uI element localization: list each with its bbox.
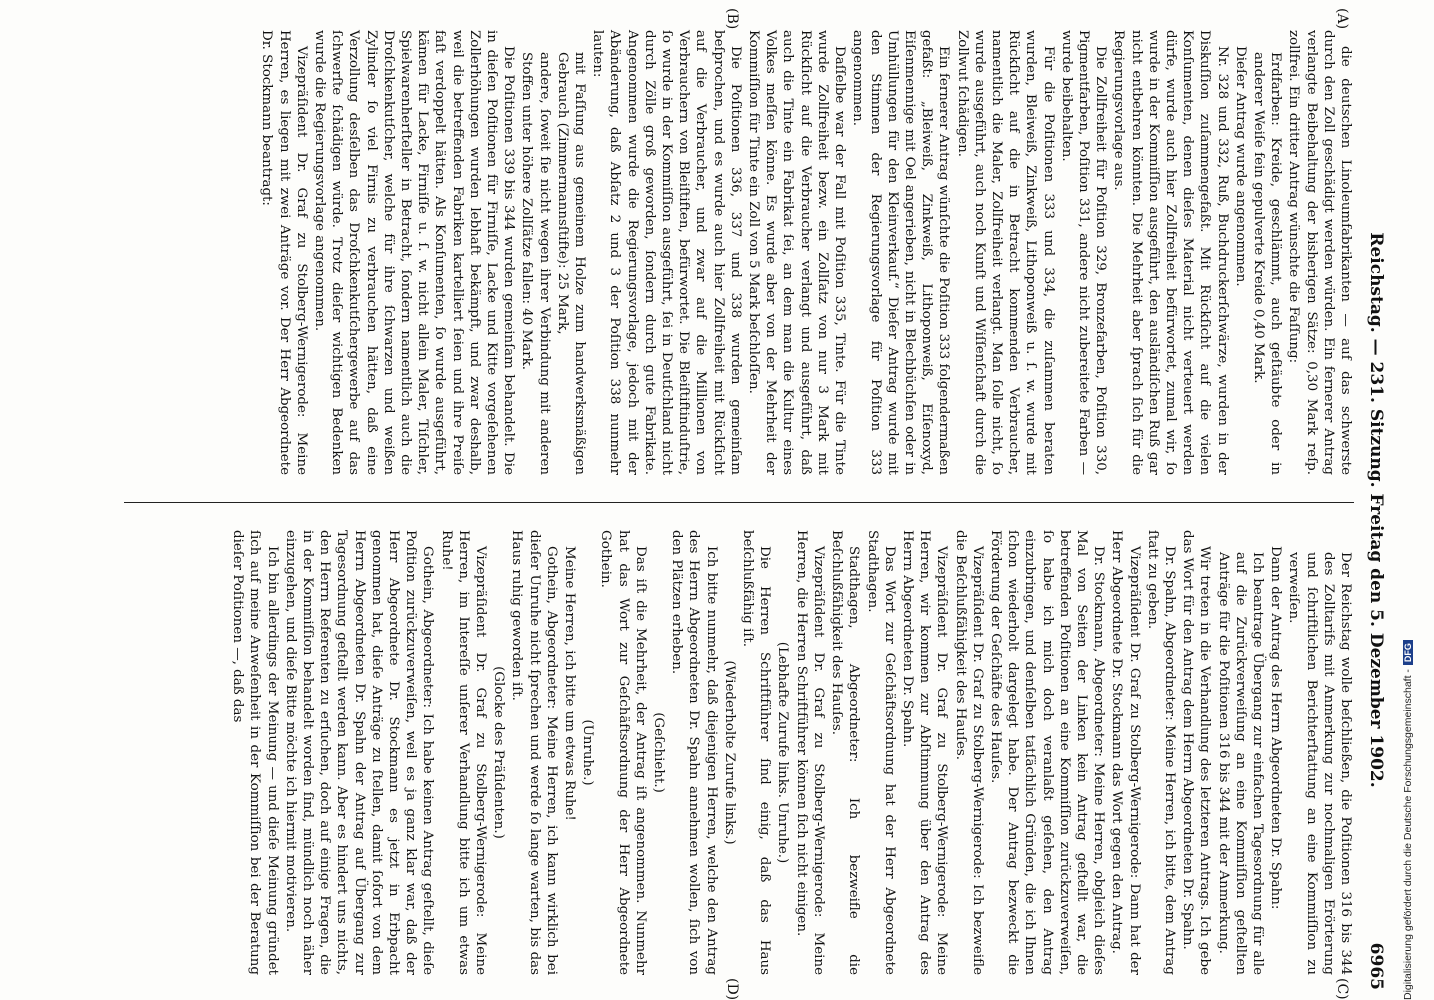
right-paragraph: (Wiederholte Zurufe links.) — [721, 660, 737, 845]
digitization-note — [1402, 640, 1414, 1000]
right-paragraph: Dann der Antrag des Herrn Abgeordneten Dr. Spahn: — [1268, 546, 1284, 910]
left-paragraph: Die Zollfreiheit für Poſition 329, Bronzefarben, Poſition 330, Pigmentfarben, Poſition 331, andere nicht zubereitete Farben — wurde beibehalten. — [1058, 30, 1109, 475]
left-paragraph: Die Poſitionen 336, 337 und 338 wurden gemeinſam beſprochen, und es wurde auch hier Zollfreiheit mit Rückſicht auf die Verbraucher, und zwar auf die Millionen von Verbrauchern von Bleiſtiften, befürwortet. Die Bleiſtiftinduſtrie, ſo wurde in der Kommiſſion ausgeführt, ſei in Deutſchland nicht durch Zölle groß geworden, ſondern durch gute Fabrikate. Angenommen wurde die Regierungsvorlage, jedoch mit der Abänderung, daß Abſatz 2 und 3 der Poſition 338 nunmehr lauten: — [590, 30, 743, 475]
dfg-logo: DFG — [1403, 640, 1413, 665]
right-paragraph: Vizepräſident Dr. Graf zu Stolberg-Wernigerode: Ich bezweifle die Beſchlußfähigkeit des Hauſes. — [952, 530, 985, 975]
left-paragraph: mit Faſſung aus gemeinem Holze zum handwerksmäßigen Gebrauch (Zimmermannsſtifte): 25 Mark, — [554, 52, 588, 475]
left-paragraph: Daſſelbe war der Fall mit Poſition 335, Tinte. Für die Tinte wurde Zollfreiheit bezw. ein Zollſatz von nur 3 Mark mit Rückſicht auf die Verbraucher verlangt und ausgeführt, daß auch die Tinte ein Fabrikat ſei, an dem man die Kultur eines Volkes meſſen könne. Es wurde aber von der Mehrheit der Kommiſſion für Tinte ein Zoll von 5 Mark beſchloſſen. — [746, 30, 848, 475]
left-paragraph: Erdfarben: Kreide, geschlämmt, auch geſtäubte oder in anderer Weiſe fein gepulverte Kreide 0,40 Mark. — [1250, 52, 1284, 475]
right-paragraph: Vizepräſident Dr. Graf zu Stolberg-Wernigerode: Meine Herren, im Intereſſe unſerer Verhandlung bitte ich um etwas Ruhe! — [438, 530, 489, 975]
right-paragraph: Vizepräſident Dr. Graf zu Stolberg-Wernigerode: Meine Herren, wir kommen zur Abſtimmung über den Antrag des Herrn Abgeordneten Dr. Spahn. — [899, 530, 950, 975]
right-paragraph: Vizepräſident Dr. Graf zu Stolberg-Wernigerode: Meine Herren, die Herren Schriftführer können ſich nicht einigen. — [793, 530, 826, 975]
left-paragraph: die deutschen Linoleumfabrikanten — auf das schwerste durch den Zoll geschädigt werden würden. Ein fernerer Antrag verlangte Beibehaltung der bisherigen Sätze: 0,30 Mark reſp. zollfrei. Ein dritter Antrag wünschte die Faſſung: — [1286, 30, 1353, 475]
margin-marker-a: (A) — [1334, 8, 1350, 30]
right-paragraph: Das Wort zur Geſchäftsordnung hat der Herr Abgeordnete Stadthagen. — [864, 530, 897, 975]
right-paragraph: (Geſchieht.) — [651, 712, 667, 793]
right-paragraph: (Glocke des Präſidenten.) — [491, 666, 507, 839]
left-paragraph: Für die Poſitionen 333 und 334, die zuſammen beraten wurden, Bleiweiß, Zinkweiß, Lithoponweiß u. ſ. w. wurde mit Rückſicht auf die in Betracht kommenden Verbraucher, namentlich die Maler, Zollfreiheit verlangt. Man ſolle nicht, ſo wurde ausgeführt, auch noch Kunſt und Wiſſenſchaft durch die Zollwut ſchädigen. — [954, 30, 1056, 475]
left-paragraph: Dieſer Antrag wurde angenommen. — [1232, 46, 1248, 287]
right-paragraph: Ich beantrage Übergang zur einfachen Tagesordnung für alle auf die Zurückverweiſung an eine Kommiſſion geſtellten Anträge für die Poſitionen 316 bis 344 mit der Anmerkung. — [1215, 552, 1265, 975]
right-paragraph: Stadthagen, Abgeordneter: Ich bezweifle die Beſchlußfähigkeit des Hauſes. — [829, 530, 862, 975]
page-number: 6965 — [1366, 942, 1386, 990]
right-paragraph: Ich bin allerdings der Meinung — und dieſe Meinung gründet ſich auf meine Anweſenheit in der Kommiſſion bei der Beratung dieſer Poſitionen —, daß das — [230, 530, 280, 975]
right-paragraph: Meine Herren, ich bitte um etwas Ruhe! — [562, 546, 578, 821]
running-title: Reichstag. — 231. Sitzung. Freitag den 5. Dezember 1902. — [1366, 232, 1386, 788]
page-header — [1360, 30, 1390, 990]
right-paragraph: (Lebhafte Zurufe links. Unruhe.) — [775, 641, 791, 864]
column-divider — [124, 502, 1354, 503]
right-paragraph: (Unruhe.) — [580, 719, 596, 786]
right-paragraph: Das iſt die Mehrheit, der Antrag iſt angenommen. Nunmehr hat das Wort zur Geſchäftsordnung der Herr Abgeordnete Gothein. — [598, 530, 648, 975]
right-paragraph: Dr. Spahn, Abgeordneter: Meine Herren, ich bitte, dem Antrag ſtatt zu geben. — [1144, 530, 1177, 975]
right-paragraph: Vizepräſident Dr. Graf zu Stolberg-Wernigerode: Dann hat der Herr Abgeordnete Dr. Stockmann das Wort gegen den Antrag. — [1109, 530, 1142, 975]
margin-marker-b: (B) — [724, 8, 740, 30]
left-paragraph: andere, ſoweit ſie nicht wegen ihrer Verbindung mit anderen Stoffen unter höhere Zollſätze fallen: 40 Mark. — [519, 52, 552, 475]
right-column — [228, 530, 1354, 975]
left-paragraph: Nr. 328 und 332, Ruß, Buchdruckerſchwärze, wurden in der Diskuſſion zuſammengefaßt. Mit Rückſicht auf die vielen Konſumenten, denen dieſes Material nicht verteuert werden dürfe, wurde auch hier Zollfreiheit befürwortet, zumal wir, ſo wurde in der Kommiſſion ausgeführt, den ausländiſchen Ruß gar nicht entbehren könnten. Die Mehrheit aber ſprach ſich für die Regierungsvorlage aus. — [1111, 30, 1230, 475]
left-paragraph: Vizepräſident Dr. Graf zu Stolberg-Wernigerode: Meine Herren, es liegen mit zwei Anträge vor. Der Herr Abgeordnete Dr. Stockmann beantragt: — [259, 30, 309, 475]
rotated-page-content — [60, 8, 1390, 1000]
right-paragraph: Dr. Stockmann, Abgeordneter: Meine Herren, obgleich dieſes Mal von Seiten der Linken kein Antrag geſtellt war, die betreffenden Poſitionen an eine Kommiſſion zurückzuverweiſen, ſo habe ich mich doch veranlaßt geſehen, den Antrag einzubringen, und denſelben tatſächlich Gründen, die ich Ihnen ſchon wiederholt dargelegt habe. Der Antrag bezweckt die Förderung der Geſchäfte des Hauſes. — [987, 530, 1107, 975]
right-paragraph: Der Reichstag wolle beſchließen, die Poſitionen 316 bis 344 des Zolltarifs mit Anmerkung zur nochmaligen Erörterung und ſchriftlichen Berichterſtattung an eine Kommiſſion zu verweiſen. — [1286, 552, 1353, 975]
right-paragraph: Ich bitte nunmehr, daß diejenigen Herren, welche den Antrag des Herrn Abgeordneten Dr. Spahn annehmen wollen, ſich von den Plätzen erheben. — [669, 530, 719, 975]
left-paragraph: Ein fernerer Antrag wünſchte die Poſition 333 folgendermaßen gefaßt: „Bleiweiß, Zinkweiß, Lithoponweiß, Eiſenoxyd, Eiſenmennige mit Oel angerieben, nicht in Blechbüchſen oder in Umhüllungen für den Kleinverkauf.“ Dieſer Antrag wurde mit den Stimmen der Regierungsvorlage für Poſition 333 angenommen. — [850, 30, 952, 475]
margin-marker-c: (C) — [1334, 978, 1350, 1000]
right-paragraph: Die Herren Schriftführer ſind einig, daß das Haus beſchlußfähig iſt. — [740, 530, 773, 975]
right-paragraph: Wir treten in die Verhandlung des letzteren Antrags. Ich gebe das Wort für den Antrag dem Herrn Abgeordneten Dr. Spahn. — [1180, 530, 1213, 975]
digitization-text: Digitalisierung gefördert durch die Deutsche Forschungsgemeinschaft - — [1402, 669, 1414, 1000]
margin-marker-d: (D) — [724, 978, 740, 1000]
left-paragraph: Die Poſitionen 339 bis 344 wurden gemeinſam behandelt. Die in dieſen Poſitionen für Firniſſe, Lacke und Kitte vorgeſehenen Zollerhöhungen wurden lebhaft bekämpft, und zwar deshalb, weil die betreffenden Fabriken kartelliert ſeien und ihre Preiſe faſt verdoppelt hätten. Als Konſumenten, ſo wurde ausgeführt, kämen für Lacke, Firniſſe u. ſ. w. nicht allein Maler, Tiſchler, Spielwarenherſteller in Betracht, ſondern namentlich auch die Droſchkenkutſcher, welche für ihre ſchwarzen und weißen Zylinder ſo viel Firnis zu verbrauchen hätten, daß eine Verzollung desſelben das Droſchkenkutſchergewerbe auf das ſchwerſte ſchädigen würde. Trotz dieſer wichtigen Bedenken wurde die Regierungsvorlage angenommen. — [312, 30, 517, 475]
left-column — [257, 30, 1354, 475]
right-paragraph: Gothein, Abgeordneter: Ich habe keinen Antrag geſtellt, dieſe Poſition zurückzuverweiſen, weil es ja ganz klar war, daß der Herr Abgeordnete Dr. Stockmann es jetzt in Erbpacht genommen hat, dieſe Anträge zu ſtellen, damit ſofort von dem Herrn Abgeordneten Dr. Spahn der Antrag auf Übergang zur Tagesordnung geſtellt werden kann. Aber es hindert uns nichts, den Herrn Referenten zu erſuchen, doch auf einige Fragen, die in der Kommiſſion behandelt worden ſind, mündlich noch näher einzugehen, und dieſe Bitte möchte ich hiermit motivieren. — [282, 530, 436, 975]
right-paragraph: Gothein, Abgeordneter: Meine Herren, ich kann wirklich bei dieſer Unruhe nicht ſprechen und werde ſo lange warten, bis das Haus ruhig geworden iſt. — [509, 530, 559, 975]
